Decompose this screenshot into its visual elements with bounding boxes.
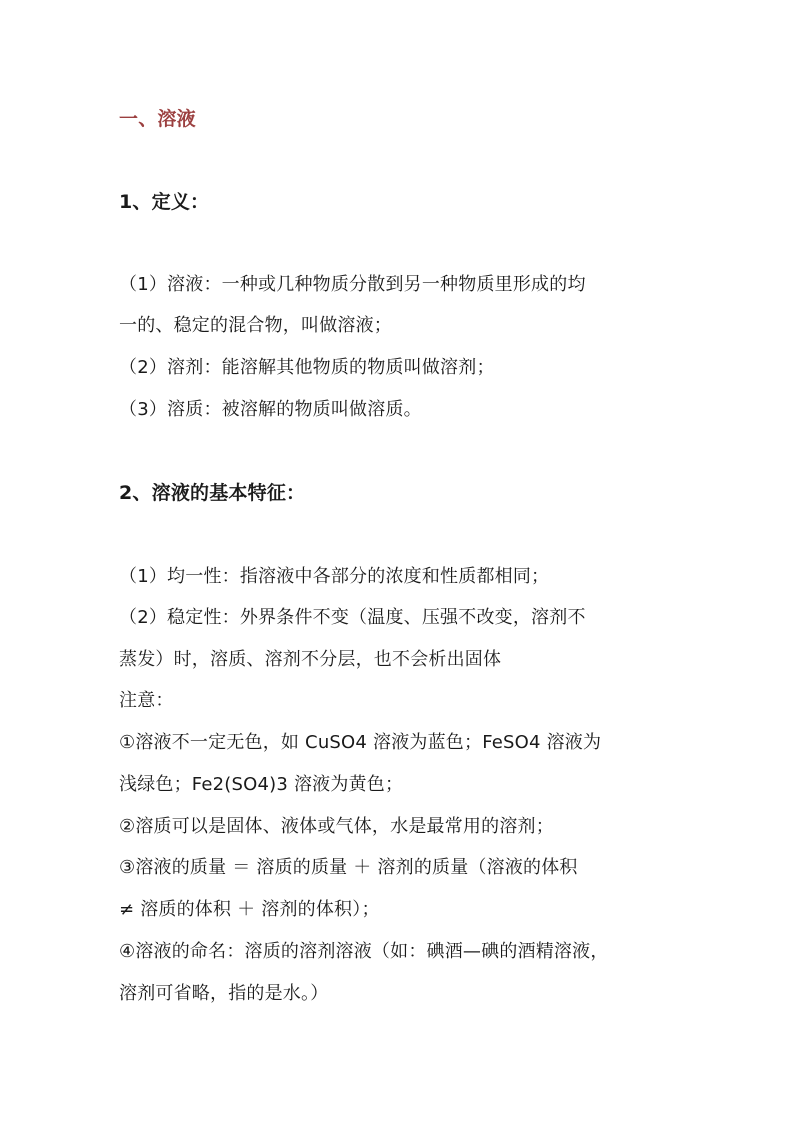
note-line-3: ②溶质可以是固体、液体或气体，水是最常用的溶剂； bbox=[119, 816, 554, 837]
note-line-1: ①溶液不一定无色，如 CuSO4 溶液为蓝色；FeSO4 溶液为 bbox=[119, 732, 602, 753]
definition-heading: 1、定义： bbox=[119, 191, 210, 213]
features-line-1: （1）均一性：指溶液中各部分的浓度和性质都相同； bbox=[119, 566, 550, 587]
definition-line-3: （2）溶剂：能溶解其他物质的物质叫做溶剂； bbox=[119, 357, 495, 378]
note-line-7: 溶剂可省略，指的是水。） bbox=[119, 983, 329, 1004]
features-line-2: （2）稳定性：外界条件不变（温度、压强不改变，溶剂不 bbox=[119, 607, 586, 628]
definition-line-2: 一的、稳定的混合物，叫做溶液； bbox=[119, 315, 392, 336]
features-heading: 2、溶液的基本特征： bbox=[119, 482, 306, 504]
note-line-5: ≠ 溶质的体积 ＋ 溶剂的体积）； bbox=[119, 899, 380, 920]
note-line-2: 浅绿色；Fe2(SO4)3 溶液为黄色； bbox=[119, 774, 404, 795]
section-title: 一、溶液 bbox=[119, 108, 196, 130]
definition-line-4: （3）溶质：被溶解的物质叫做溶质。 bbox=[119, 399, 422, 420]
note-line-4: ③溶液的质量 ＝ 溶质的质量 ＋ 溶剂的质量（溶液的体积 bbox=[119, 857, 578, 878]
definition-line-1: （1）溶液：一种或几种物质分散到另一种物质里形成的均 bbox=[119, 274, 586, 295]
notes-label: 注意： bbox=[119, 690, 174, 711]
note-line-6: ④溶液的命名：溶质的溶剂溶液（如：碘酒—碘的酒精溶液， bbox=[119, 941, 609, 962]
features-line-3: 蒸发）时，溶质、溶剂不分层，也不会析出固体 bbox=[119, 649, 502, 670]
